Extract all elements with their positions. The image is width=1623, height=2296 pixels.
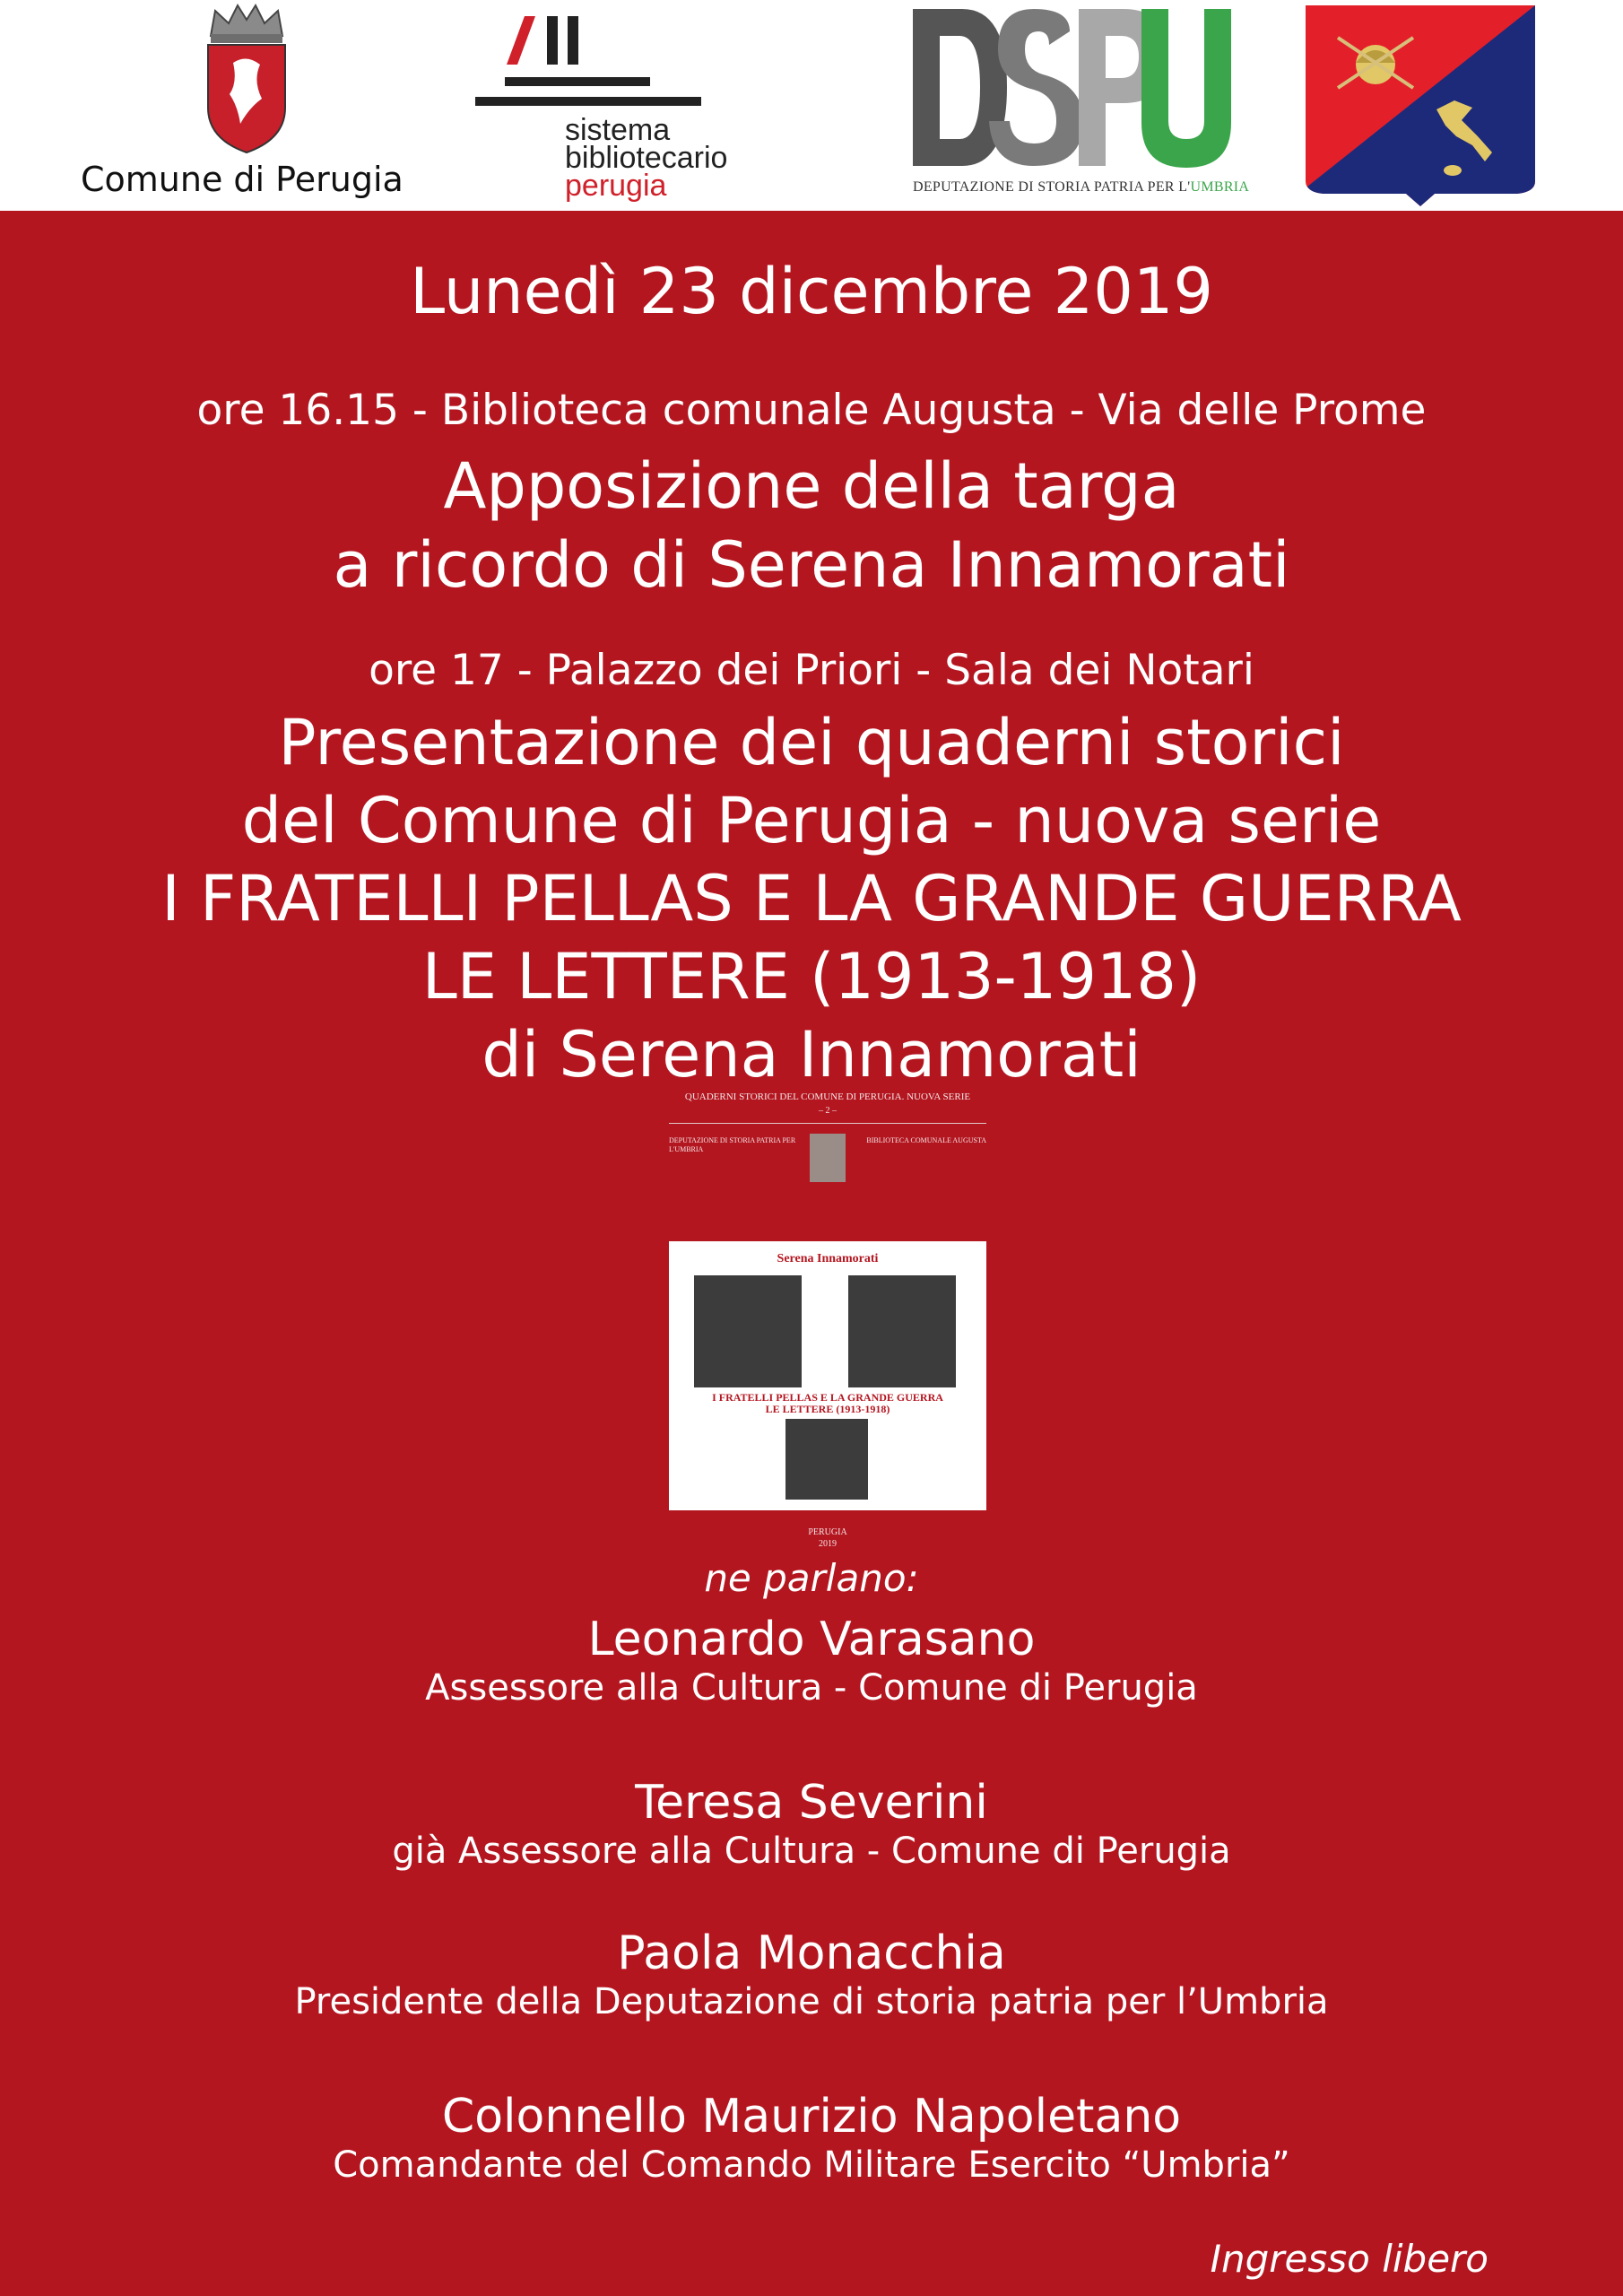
sistema-line2: bibliotecario [565,141,728,175]
book-publisher-right: BIBLIOTECA COMUNALE AUGUSTA [866,1136,986,1144]
book-image [669,1087,986,1553]
army-crest-logo [1302,2,1539,208]
speaker-1 [0,1613,1623,1709]
library-system-mark-icon [471,9,704,112]
dspu-subtitle [913,179,1250,196]
griffin-crest-icon [197,0,296,154]
comune-di-perugia-logo [81,0,412,206]
sistema-text [565,113,728,203]
speaker-role: già Assessore alla Cultura - Comune di Perugia [392,1831,1231,1872]
speaker-name: Teresa Severini [635,1776,988,1830]
book-publisher-left: DEPUTAZIONE DI STORIA PATRIA PER L'UMBRIA [669,1136,796,1153]
slot2-time-place: ore 17 - Palazzo dei Priori - Sala dei Notari [369,646,1254,695]
book-city: PERUGIA [808,1527,847,1537]
slot1-time-place: ore 16.15 - Biblioteca comunale Augusta - Via delle Prome [196,386,1427,435]
speaker-role: Assessore alla Cultura - Comune di Perugia [425,1667,1198,1709]
slot2-title-line1: Presentazione dei quaderni storici [278,706,1345,779]
military-command-crest-icon [1302,2,1539,208]
book-cover-title [669,1392,986,1415]
dspu-subtitle-accent: UMBRIA [1190,179,1250,195]
book-place [669,1526,986,1550]
book-number: – 2 – [819,1106,837,1116]
comune-label: Comune di Perugia [81,160,404,199]
slot2-title-line2: del Comune di Perugia - nuova serie [241,784,1382,857]
sistema-line3: perugia [565,169,667,203]
slot2-title [0,704,1623,1094]
dspu-logo [913,4,1250,202]
slot1-title-line1: Apposizione della targa [443,449,1180,523]
book-seal-icon [810,1134,846,1182]
photo-right [848,1275,956,1387]
book-title-line2: LE LETTERE (1913-1918) [765,1403,890,1415]
dspu-letters-icon [913,4,1236,170]
book-year: 2019 [819,1539,837,1549]
book-cover [669,1241,986,1510]
slot1-title-line2: a ricordo di Serena Innamorati [333,528,1290,602]
event-date: Lunedì 23 dicembre 2019 [410,255,1213,328]
speaker-name: Leonardo Varasano [587,1613,1036,1666]
free-entry: Ingresso libero [1210,2237,1488,2281]
photo-left [694,1275,802,1387]
logo-bar [0,0,1623,211]
book-rule [669,1123,986,1124]
slot2-title-line5: di Serena Innamorati [482,1018,1141,1091]
slot2-title-line3: I FRATELLI PELLAS E LA GRANDE GUERRA [161,862,1462,935]
photo-bottom [785,1419,868,1500]
sistema-bibliotecario-logo [471,9,758,202]
slot1-title [0,447,1623,604]
speaker-3 [0,1926,1623,2023]
dspu-subtitle-main: DEPUTAZIONE DI STORIA PATRIA PER L' [913,179,1191,195]
book-series: QUADERNI STORICI DEL COMUNE DI PERUGIA. NUOVA SERIE [684,1091,971,1102]
book-title-line1: I FRATELLI PELLAS E LA GRANDE GUERRA [712,1391,943,1404]
speaker-2 [0,1776,1623,1873]
speaker-name: Paola Monacchia [617,1926,1006,1980]
speakers-intro: ne parlano: [704,1556,919,1600]
speaker-name: Colonnello Maurizio Napoletano [441,2090,1182,2144]
speaker-4 [0,2090,1623,2187]
sistema-line1: sistema [565,113,671,147]
speaker-role: Comandante del Comando Militare Esercito “Umbria” [333,2144,1290,2186]
speaker-role: Presidente della Deputazione di storia patria per l’Umbria [294,1981,1329,2022]
book-author: Serena Innamorati [777,1252,879,1265]
slot2-title-line4: LE LETTERE (1913-1918) [421,940,1202,1013]
